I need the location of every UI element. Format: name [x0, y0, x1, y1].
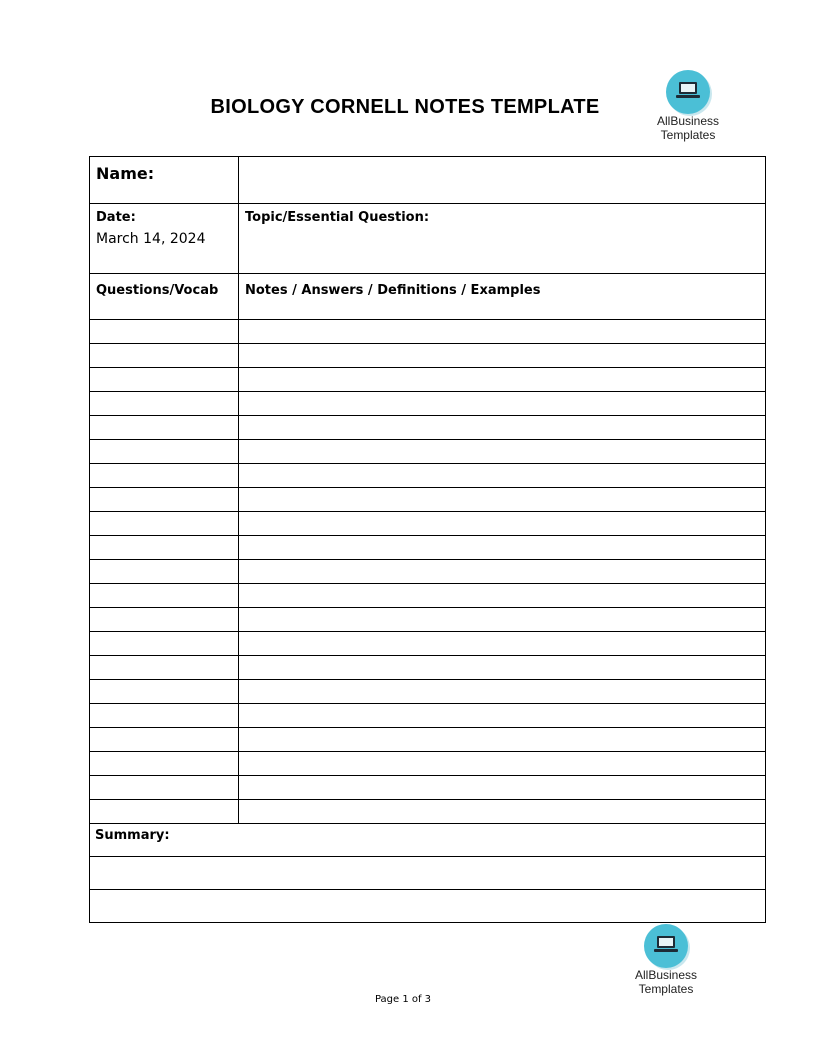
name-field[interactable]	[239, 157, 765, 203]
name-row	[90, 157, 765, 204]
note-line-row	[90, 344, 765, 368]
note-cell[interactable]	[239, 512, 765, 535]
note-cell[interactable]	[239, 656, 765, 679]
note-line-row	[90, 320, 765, 344]
topic-field[interactable]	[239, 204, 765, 273]
date-row	[90, 204, 765, 274]
logo-text-line1: AllBusiness	[656, 114, 720, 128]
question-cell[interactable]	[90, 344, 239, 367]
note-cell[interactable]	[239, 464, 765, 487]
question-cell[interactable]	[90, 488, 239, 511]
note-line-row	[90, 488, 765, 512]
note-cell[interactable]	[239, 704, 765, 727]
logo-text-line1: AllBusiness	[634, 968, 698, 982]
date-cell[interactable]	[90, 204, 239, 273]
logo-text-line2: Templates	[638, 982, 694, 996]
cornell-notes-table	[89, 156, 766, 923]
note-line-row	[90, 584, 765, 608]
question-cell[interactable]	[90, 536, 239, 559]
note-cell[interactable]	[239, 536, 765, 559]
logo-text-line2: Templates	[660, 128, 716, 142]
question-cell[interactable]	[90, 656, 239, 679]
note-cell[interactable]	[239, 344, 765, 367]
note-line-row	[90, 728, 765, 752]
questions-header: Questions/Vocab	[90, 274, 239, 319]
question-cell[interactable]	[90, 440, 239, 463]
note-cell[interactable]	[239, 632, 765, 655]
allbusiness-logo-footer[interactable]	[626, 924, 706, 996]
note-cell[interactable]	[239, 320, 765, 343]
note-line-row	[90, 392, 765, 416]
note-line-row	[90, 752, 765, 776]
note-cell[interactable]	[239, 440, 765, 463]
summary-line[interactable]	[90, 890, 765, 923]
note-cell[interactable]	[239, 488, 765, 511]
question-cell[interactable]	[90, 368, 239, 391]
question-cell[interactable]	[90, 752, 239, 775]
note-line-row	[90, 512, 765, 536]
note-line-row	[90, 416, 765, 440]
note-cell[interactable]	[239, 560, 765, 583]
summary-row[interactable]	[90, 824, 765, 857]
note-line-row	[90, 368, 765, 392]
question-cell[interactable]	[90, 608, 239, 631]
question-cell[interactable]	[90, 704, 239, 727]
question-cell[interactable]	[90, 320, 239, 343]
question-cell[interactable]	[90, 392, 239, 415]
note-line-row	[90, 560, 765, 584]
note-cell[interactable]	[239, 776, 765, 799]
note-cell[interactable]	[239, 392, 765, 415]
name-label: Name:	[90, 157, 239, 203]
note-cell[interactable]	[239, 752, 765, 775]
date-label: Date:	[96, 210, 136, 225]
question-cell[interactable]	[90, 416, 239, 439]
note-cell[interactable]	[239, 800, 765, 823]
note-line-row	[90, 680, 765, 704]
note-line-row	[90, 464, 765, 488]
note-line-row	[90, 704, 765, 728]
topic-label: Topic/Essential Question:	[245, 210, 430, 225]
note-cell[interactable]	[239, 584, 765, 607]
laptop-icon	[644, 924, 688, 968]
question-cell[interactable]	[90, 464, 239, 487]
summary-line[interactable]	[90, 857, 765, 890]
note-line-row	[90, 440, 765, 464]
question-cell[interactable]	[90, 728, 239, 751]
note-cell[interactable]	[239, 416, 765, 439]
question-cell[interactable]	[90, 800, 239, 823]
notes-header-row	[90, 274, 765, 320]
laptop-icon	[666, 70, 710, 114]
question-cell[interactable]	[90, 632, 239, 655]
note-line-row	[90, 536, 765, 560]
question-cell[interactable]	[90, 560, 239, 583]
note-line-row	[90, 776, 765, 800]
question-cell[interactable]	[90, 512, 239, 535]
note-cell[interactable]	[239, 680, 765, 703]
note-cell[interactable]	[239, 728, 765, 751]
document-title: BIOLOGY CORNELL NOTES TEMPLATE	[210, 96, 600, 118]
note-line-row	[90, 800, 765, 824]
notes-header: Notes / Answers / Definitions / Examples	[245, 283, 541, 298]
note-line-row	[90, 656, 765, 680]
note-lines	[90, 320, 765, 824]
date-value: March 14, 2024	[96, 231, 206, 247]
note-line-row	[90, 608, 765, 632]
note-cell[interactable]	[239, 608, 765, 631]
allbusiness-logo[interactable]	[648, 70, 728, 142]
question-cell[interactable]	[90, 776, 239, 799]
question-cell[interactable]	[90, 680, 239, 703]
summary-label: Summary:	[95, 828, 170, 843]
note-line-row	[90, 632, 765, 656]
page-footer: Page 1 of 3	[374, 994, 432, 1005]
question-cell[interactable]	[90, 584, 239, 607]
note-cell[interactable]	[239, 368, 765, 391]
